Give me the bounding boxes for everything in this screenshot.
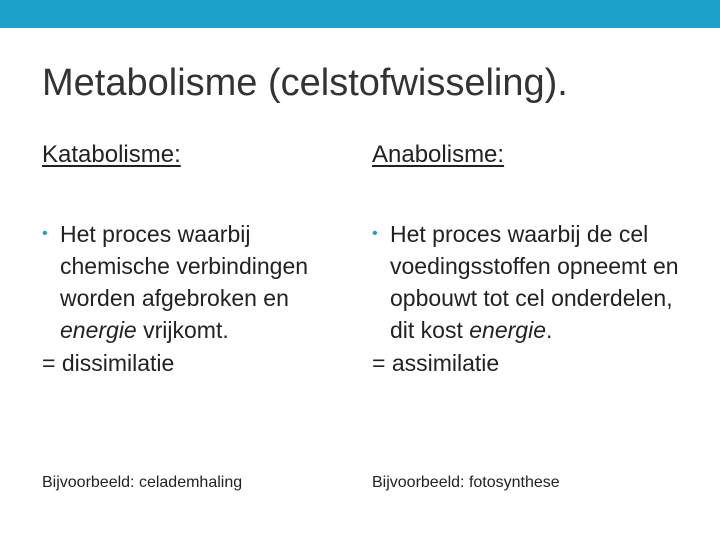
- top-accent-bar: [0, 0, 720, 28]
- anabolisme-bullet-text: Het proces waarbij de cel voedingsstoffen opneemt en opbouwt tot cel onderdelen, dit kost: [390, 221, 679, 343]
- dissimilatie-label: = dissimilatie: [42, 350, 175, 376]
- bullet-dot-icon: •: [372, 225, 378, 242]
- katabolisme-energy-emphasis: energie: [60, 317, 137, 343]
- anabolisme-example: Bijvoorbeeld: fotosynthese: [372, 474, 560, 491]
- katabolisme-column: [42, 140, 352, 378]
- anabolisme-bullet: [372, 218, 692, 346]
- anabolisme-energy-emphasis: energie: [469, 317, 546, 343]
- anabolisme-column: [372, 140, 692, 378]
- katabolisme-bullet: [42, 218, 352, 346]
- bullet-dot-icon: •: [42, 225, 48, 242]
- anabolisme-heading: Anabolisme:: [372, 141, 505, 168]
- katabolisme-bullet-end: vrijkomt.: [136, 317, 229, 343]
- assimilatie-label: = assimilatie: [372, 350, 500, 376]
- katabolisme-example: Bijvoorbeeld: celademhaling: [42, 474, 243, 491]
- katabolisme-bullet-text: Het proces waarbij chemische verbindingen worden afgebroken en: [60, 221, 309, 311]
- katabolisme-heading: Katabolisme:: [42, 141, 181, 168]
- anabolisme-bullet-end: .: [546, 317, 553, 343]
- slide-title: Metabolisme (celstofwisseling).: [42, 62, 568, 104]
